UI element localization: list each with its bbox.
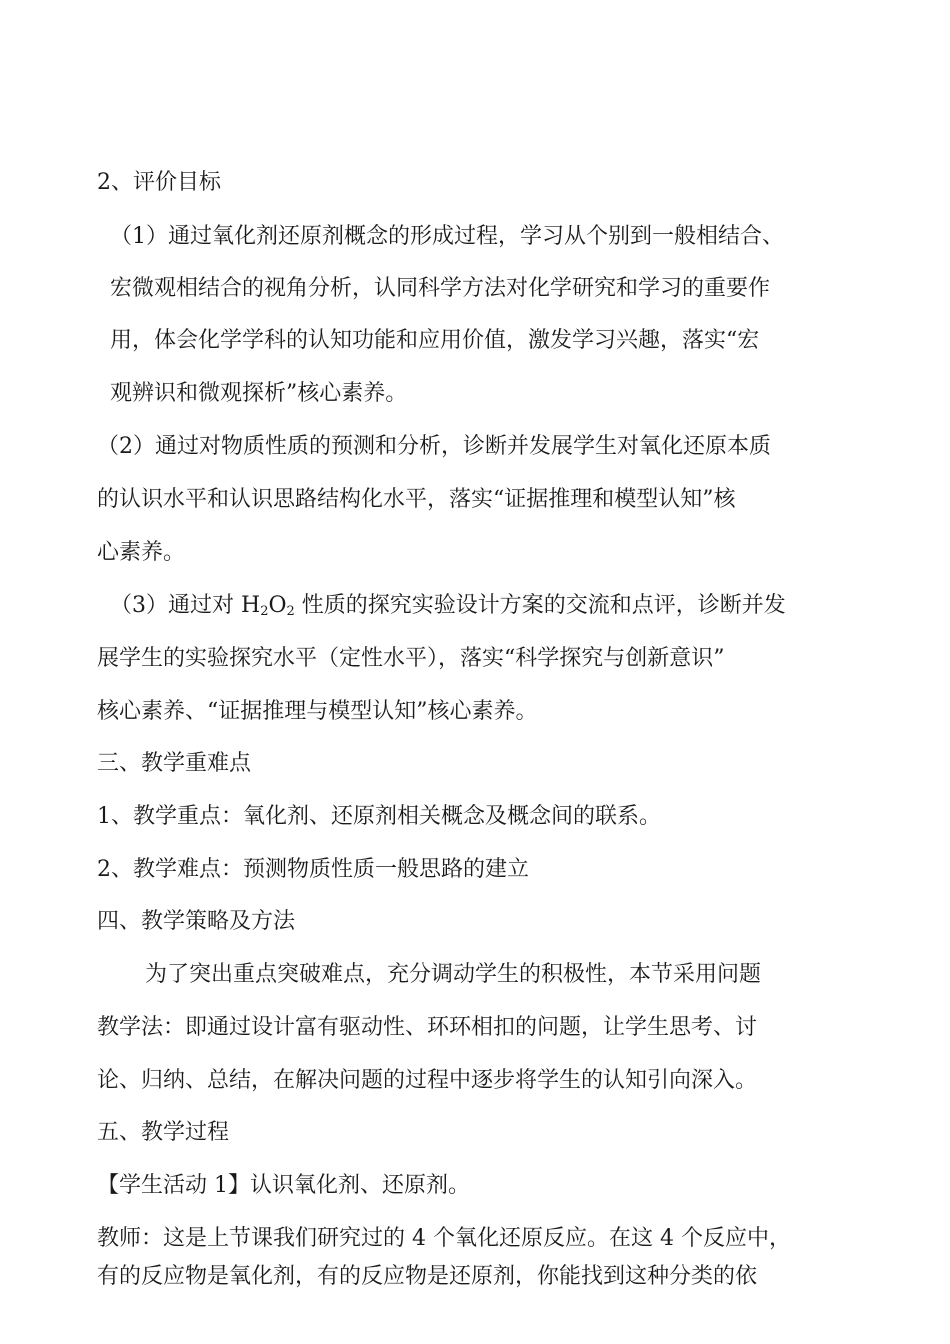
section-heading-process: 五、教学过程 (97, 1120, 230, 1145)
teaching-difficulty: 2、教学难点：预测物质性质一般思路的建立 (97, 857, 529, 882)
goal-3-text-o: O (268, 593, 287, 618)
goal-3-line-2: 展学生的实验探究水平（定性水平），落实“科学探究与创新意识” (97, 646, 725, 671)
goal-1-line-2: 宏微观相结合的视角分析，认同科学方法对化学研究和学习的重要作 (110, 276, 771, 301)
strategy-line-3: 论、归纳、总结，在解决问题的过程中逐步将学生的认知引向深入。 (97, 1068, 758, 1093)
teacher-line-2: 有的反应物是氧化剂，有的反应物是还原剂，你能找到这种分类的依 (97, 1264, 758, 1289)
section-heading-evaluation-goals: 2、评价目标 (97, 170, 221, 195)
goal-3-line-3: 核心素养、“证据推理与模型认知”核心素养。 (97, 699, 538, 724)
strategy-line-1: 为了突出重点突破难点，充分调动学生的积极性，本节采用问题 (145, 962, 762, 987)
goal-2-line-2: 的认识水平和认识思路结构化水平，落实“证据推理和模型认知”核 (97, 487, 736, 512)
goal-1-line-4: 观辨识和微观探析”核心素养。 (110, 381, 408, 406)
goal-3-text-post: 性质的探究实验设计方案的交流和点评，诊断并发 (294, 593, 786, 618)
goal-3-text-pre: （3）通过对 H (110, 593, 261, 618)
subscript: 2 (260, 604, 269, 619)
section-heading-key-points: 三、教学重难点 (97, 751, 252, 776)
goal-3-line-1 (110, 591, 786, 621)
teacher-line-1: 教师：这是上节课我们研究过的 4 个氧化还原反应。在这 4 个反应中， (97, 1226, 791, 1251)
goal-2-line-1: （2）通过对物质性质的预测和分析，诊断并发展学生对氧化还原本质 (97, 434, 771, 459)
strategy-line-2: 教学法：即通过设计富有驱动性、环环相扣的问题，让学生思考、讨 (97, 1015, 758, 1040)
goal-1-line-1: （1）通过氧化剂还原剂概念的形成过程，学习从个别到一般相结合、 (110, 224, 784, 249)
teaching-focus: 1、教学重点：氧化剂、还原剂相关概念及概念间的联系。 (97, 804, 661, 829)
subscript: 2 (286, 604, 295, 619)
student-activity-1: 【学生活动 1】认识氧化剂、还原剂。 (97, 1173, 470, 1198)
section-heading-strategy: 四、教学策略及方法 (97, 909, 296, 934)
goal-2-line-3: 心素养。 (97, 540, 186, 565)
goal-1-line-3: 用，体会化学学科的认知功能和应用价值，激发学习兴趣，落实“宏 (110, 328, 760, 353)
